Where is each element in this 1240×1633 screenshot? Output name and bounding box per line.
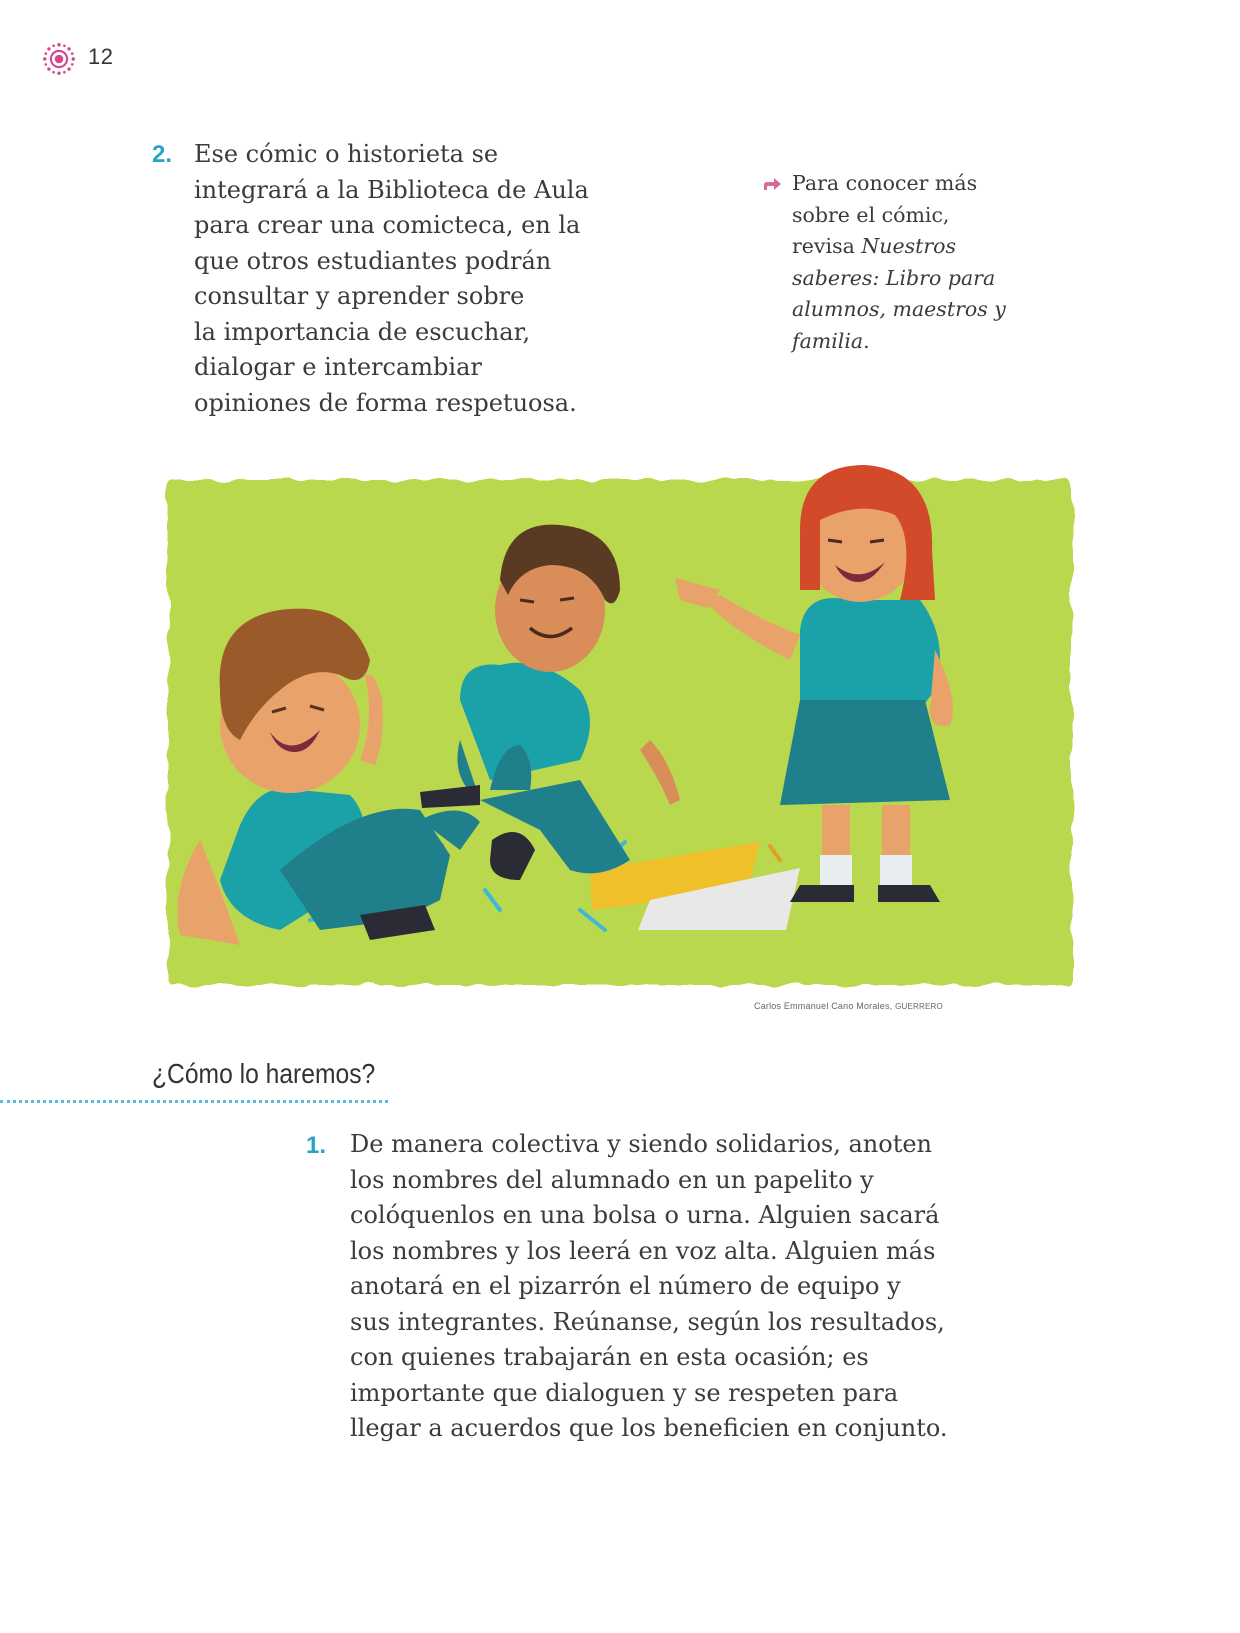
text-line: integrará a la Biblioteca de Aula [194, 175, 589, 204]
text-line: opiniones de forma respetuosa. [194, 388, 577, 417]
text-line: los nombres del alumnado en un papelito y [350, 1165, 874, 1194]
pink-sun-logo-icon [40, 40, 78, 78]
activity-text [194, 137, 589, 421]
side-note-text: . [863, 328, 870, 353]
text-line: consultar y aprender sobre [194, 282, 525, 310]
book-title: Nuestros [861, 234, 957, 258]
text-line: la importancia de escuchar, [194, 317, 531, 346]
text-line: que otros estudiantes podrán [194, 246, 552, 275]
credit-name: Carlos Emmanuel Cano Morales, [754, 1001, 893, 1011]
dotted-divider [0, 1100, 388, 1103]
page-number: 12 [88, 44, 114, 69]
side-note-text: revisa [792, 234, 862, 258]
credit-region: GUERRERO [895, 1002, 943, 1011]
book-title: familia [792, 328, 864, 353]
text-line: para crear una comicteca, en la [194, 211, 581, 239]
side-note-line: sobre el cómic, [792, 202, 950, 227]
text-line: llegar a acuerdos que los beneficien en conjunto. [350, 1414, 948, 1442]
book-title: alumnos, maestros y [792, 297, 1006, 321]
pink-arrow-icon [762, 176, 782, 192]
text-line: De manera colectiva y siendo solidarios, anoten [350, 1130, 932, 1158]
side-note [792, 168, 1006, 357]
text-line: Ese cómic o historieta se [194, 140, 499, 168]
text-line: dialogar e intercambiar [194, 353, 482, 381]
text-line: colóquenlos en una bolsa o urna. Alguien sacará [350, 1201, 940, 1229]
section-heading: ¿Cómo lo haremos? [152, 1058, 376, 1089]
text-line: importante que dialoguen y se respeten para [350, 1378, 899, 1407]
side-note-line [792, 231, 1006, 263]
book-title: saberes: Libro para [792, 265, 996, 290]
text-line: con quienes trabajarán en esta ocasión; es [350, 1343, 869, 1371]
text-line: anotará en el pizarrón el número de equipo y [350, 1272, 901, 1300]
text-line: sus integrantes. Reúnanse, según los resultados, [350, 1307, 945, 1336]
activity-text [350, 1127, 948, 1447]
illustration-credit [754, 1001, 943, 1011]
side-note-line: Para conocer más [792, 171, 978, 195]
activity-number: 2. [152, 141, 173, 168]
side-note-line [792, 326, 1006, 358]
text-line: los nombres y los leerá en voz alta. Alguien más [350, 1236, 936, 1265]
three-students-illustration [160, 460, 1080, 1000]
activity-number: 1. [306, 1132, 327, 1159]
